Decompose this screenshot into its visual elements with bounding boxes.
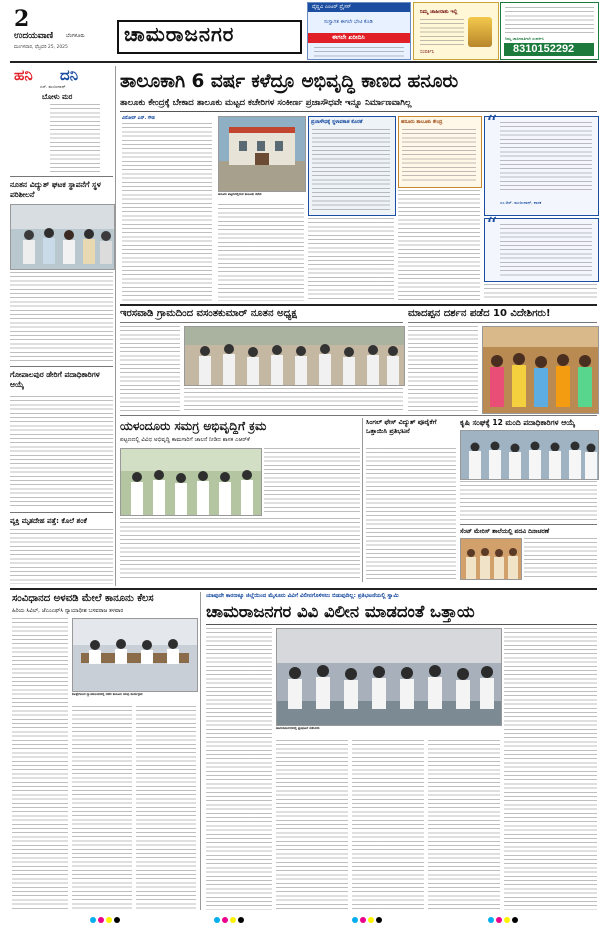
left-column (10, 66, 113, 586)
lead-side-box-title: ಹನೂರು ತಾಲೂಕು ಕೇಂದ್ರ (401, 119, 443, 125)
bottom-left-col2 (72, 706, 132, 910)
story3-headline: ವ್ಯಕ್ತಿ ಮೃತದೇಹ ಪತ್ತೆ: ಕೊಲೆ ಶಂಕೆ (10, 517, 87, 525)
lead-byline: ವಿನೋದ್ ಎನ್. ಗೌಡ (122, 116, 155, 121)
middle-story6-body (524, 538, 597, 580)
page-number: 2 (14, 6, 30, 32)
middle-story1-photo-svg (185, 327, 404, 385)
middle-story2-col1 (408, 326, 478, 412)
middle-vertical-rule (362, 418, 363, 582)
middle-headline-6: ಸೆಂಟ್ ಮೇರಿಸ್ ಶಾಲೆಯಲ್ಲಿ ಪದವಿ ದಿನಾಚರಣೆ (460, 528, 550, 535)
lead-photo-svg (219, 117, 305, 191)
reg-dot-magenta-4 (496, 917, 502, 923)
ad1-line2: ಸುಸ್ವಾಗತ ಈಗಲೇ ಭೇಟಿ ಕೊಡಿ (324, 19, 373, 25)
reg-dot-yellow-4 (504, 917, 510, 923)
middle-story4-body (366, 448, 456, 580)
lead-body-col4 (398, 190, 480, 301)
bottom-main-headline: ಚಾಮರಾಜನಗರ ವಿವಿ ವಿಲೀನ ಮಾಡದಂತೆ ಒತ್ತಾಯ (206, 602, 475, 621)
lead-box-title: ಪ್ರಜಾಸೌಧಕ್ಕೆ ಸ್ಥಳಾವಕಾಶ ಕೊರತೆ (311, 119, 363, 125)
lead-body-col2 (218, 204, 304, 301)
reg-dot-black-3 (376, 917, 382, 923)
lead-body-col1 (122, 123, 212, 301)
edition-label: ಬೆಂಗಳೂರು (66, 33, 85, 39)
masthead (0, 0, 600, 62)
reg-dot-black-2 (238, 917, 244, 923)
bottom-main-photo-svg (277, 629, 501, 725)
left-rule-2 (10, 366, 113, 367)
ad-contact (500, 2, 599, 60)
middle-story5-photo-svg (461, 431, 598, 479)
reg-dot-yellow-2 (230, 917, 236, 923)
story2-body (10, 396, 113, 508)
middle-story5-photo (460, 430, 599, 480)
bottom-main-rule (206, 624, 597, 625)
ad3-line1: ನಿಮ್ಮ ಜಾಹೀರಾತಿಗಾಗಿ ಸಂಪರ್ಕಿಸಿ (505, 36, 544, 41)
middle-story6-photo-svg (461, 539, 521, 579)
lead-body-col3 (308, 218, 394, 301)
lead-body-col5 (484, 284, 597, 301)
reg-dot-cyan-1 (90, 917, 96, 923)
reg-dot-black-4 (512, 917, 518, 923)
brand-byline: ಎಸ್. ಮಂಜುನಾಥ್ (40, 84, 66, 89)
reg-dot-cyan-4 (488, 917, 494, 923)
ad-vaishnavi (307, 2, 411, 60)
registration-marks (0, 914, 600, 926)
middle-story1-photo (184, 326, 405, 386)
left-rule-1 (10, 176, 113, 177)
lead-quote-author: ಎಂ.ಆರ್. ಮಂಜುನಾಥ್, ಶಾಸಕ (500, 200, 542, 205)
paper-name: ಉದಯವಾಣಿ (14, 31, 54, 41)
quote-mark-icon-2: “ (486, 214, 498, 239)
left-rule-3 (10, 512, 113, 513)
middle-headline-2: ಮಾದಪ್ಪನ ದರ್ಶನ ಪಡೆದ 10 ವಿದೇಶಿಗರು! (408, 308, 551, 319)
reg-dot-magenta-2 (222, 917, 228, 923)
ad3-phone: 8310152292 (513, 43, 575, 55)
lead-bottom-rule (120, 304, 597, 306)
lead-quote-body (500, 122, 592, 192)
bottom-main-col4 (428, 740, 500, 910)
middle-rule-3 (120, 415, 597, 416)
lead-photo (218, 116, 306, 192)
bottom-section-rule (10, 588, 597, 590)
middle-headline-1: ಇರಸವಾಡಿ ಗ್ರಾಮದಿಂದ ವಸಂತಕುಮಾರ್ ನೂತನ ಅಧ್ಯಕ್ಷ (120, 308, 297, 319)
ad3-body (505, 7, 594, 35)
reg-dot-cyan-3 (352, 917, 358, 923)
middle-rule-2 (408, 322, 597, 323)
section-title: ಚಾಮರಾಜನಗರ (124, 22, 235, 46)
story1-body (10, 272, 113, 362)
bottom-left-col3 (136, 706, 196, 910)
lead-photo-caption: ಹನೂರು ಪಟ್ಟಣದಲ್ಲಿರುವ ತಾಲೂಕು ಕಚೇರಿ (218, 192, 262, 196)
middle-story3-col1 (264, 448, 360, 514)
poem-title: ಬೋಳು ಮರ (42, 93, 73, 101)
story1-headline: ನೂತನ ವಿದ್ಯುತ್ ಘಟಕ ಸ್ಥಾಪನೆಗೆ ಸ್ಥಳ ಪರಿಶೀಲನೆ (10, 180, 101, 199)
ad1-line1: ವೈಷ್ಣವಿ ಎಂಟರ್ ಪ್ರೈಸಸ್ (312, 4, 352, 10)
story2-headline: ಗೋಪಾಲಪುರ ಡೇರಿಗೆ ಪದಾಧಿಕಾರಿಗಳ ಆಯ್ಕೆ (10, 370, 100, 389)
bottom-main-photo (276, 628, 502, 726)
reg-dot-magenta-1 (98, 917, 104, 923)
lead-quote2-body (500, 224, 592, 276)
bottom-vertical-rule (200, 592, 201, 910)
lead-side-box-body (402, 129, 476, 183)
bottom-main-photo-caption: ಚಾಮರಾಜನಗರದಲ್ಲಿ ಪ್ರತಿಭಟನೆ ನಡೆಸಿದರು (276, 726, 320, 730)
middle-rule-1 (120, 322, 403, 323)
ad2-line2: ಸಂಪರ್ಕಿಸಿ (420, 50, 435, 55)
middle-story2-photo (482, 326, 599, 414)
middle-subheadline-3: ಪಟ್ಟಣದಲ್ಲಿ ವಿವಿಧ ಅಭಿವೃದ್ಧಿ ಕಾಮಗಾರಿಗೆ ಚಾಲನೆ ನೀಡಿದ ಶಾಸಕ ಎಆರ್‌ಕೆ (120, 437, 250, 443)
reg-dot-yellow-3 (368, 917, 374, 923)
bottom-main-col2 (276, 740, 348, 910)
ad2-product-image (468, 17, 492, 47)
quote-mark-icon: “ (486, 112, 498, 137)
bottom-left-photo-svg (73, 619, 197, 691)
lead-box-body (312, 129, 390, 211)
lead-subhead-rule (120, 111, 597, 112)
date-line: ಮಂಗಳವಾರ, ಫೆಬ್ರವರಿ 25, 2025 (14, 45, 68, 50)
bottom-left-headline: ಸಂವಿಧಾನದ ಅಳವಡಿ ಮೇಲೆ ಕಾನೂನು ಕೆಲಸ (12, 593, 154, 604)
middle-story1-col1 (120, 326, 180, 412)
lead-subheadline: ತಾಲೂಕು ಕೇಂದ್ರಕ್ಕೆ ಬೇಕಾದ ತಾಲೂಕು ಮಟ್ಟದ ಕಚೇರಿಗಳ ಸಂಕೀರ್ಣ ಪ್ರಜಾಸೌಧವೇ ಇನ್ನೂ ನಿರ್ಮಾಣವಾಗಿಲ್ಲ (120, 98, 412, 108)
ad1-small-text (314, 47, 404, 57)
masthead-rule (10, 61, 597, 63)
middle-story6-photo (460, 538, 522, 580)
middle-story1-col2 (184, 388, 403, 412)
bottom-main-col3 (352, 740, 424, 910)
middle-story3-photo (120, 448, 262, 516)
middle-rule-4 (460, 524, 597, 525)
poem-body (50, 104, 100, 172)
bottom-kicker: ಯಾವುದೇ ಕಾರಣಕ್ಕೂ ಜಿಲ್ಲೆಯಿಂದ ಮೈಸೂರು ವಿವಿಗೆ ವಿಲೀನಗೊಳಿಸಲು ಬಿಡುವುದಿಲ್ಲ: ಪ್ರತಿಭಟನೆಯಲ್ಲಿ ಸ್ವಾಮಿ (206, 593, 399, 599)
middle-headline-3: ಯಳಂದೂರು ಸಮಗ್ರ ಅಭಿವೃದ್ಧಿಗೆ ಕ್ರಮ (120, 419, 267, 433)
ad1-line3: ಈಗಲೇ ಖರೀದಿಸಿ (332, 34, 365, 41)
middle-headline-4: ಸಿಂಗಲ್ ಫೇಸ್ ವಿದ್ಯುತ್ ಪೂರೈಕೆಗೆ ಒತ್ತಾಯಿಸಿ ಪ್ರತಿಭಟನೆ (366, 418, 437, 435)
brand-hani: ಹನಿ (14, 66, 33, 84)
reg-dot-black-1 (114, 917, 120, 923)
bottom-left-photo (72, 618, 198, 692)
left-column-divider (115, 66, 116, 586)
story1-photo (10, 204, 115, 270)
lead-headline: ತಾಲೂಕಾಗಿ 6 ವರ್ಷ ಕಳೆದ್ರೂ ಅಭಿವೃದ್ಧಿ ಕಾಣದ ಹನೂರು (120, 71, 459, 92)
bottom-left-subheadline: ಹಿರಿಯ ಸಿವಿಲ್, ಜೆಎಂಎಫ್‌ಸಿ ನ್ಯಾಯಾಧೀಶ ಬಸವರಾಜ ತಳವಾರ (12, 608, 124, 614)
bottom-main-col1 (206, 628, 272, 910)
reg-dot-magenta-3 (360, 917, 366, 923)
story3-body (10, 529, 113, 584)
middle-story2-photo-svg (483, 327, 598, 413)
bottom-left-col1 (12, 618, 68, 910)
middle-story5-body (460, 481, 597, 521)
bottom-main-col5 (504, 628, 597, 910)
ad-middle (413, 2, 499, 60)
bottom-left-photo-caption: ಕೊಳ್ಳೇಗಾಲದ ನ್ಯಾಯಾಲಯದಲ್ಲಿ ನಡೆದ ಕಾನೂನು ಅರಿವು ಕಾರ್ಯಕ್ರಮ (72, 692, 143, 696)
middle-headline-5: ಕೃಷಿ ಸಂಘಕ್ಕೆ 12 ಮಂದಿ ಪದಾಧಿಕಾರಿಗಳ ಆಯ್ಕೆ (460, 418, 576, 427)
story1-photo-svg (11, 205, 114, 269)
reg-dot-yellow-1 (106, 917, 112, 923)
middle-story3-col2 (120, 518, 360, 580)
middle-story3-photo-svg (121, 449, 261, 515)
ad2-body (420, 19, 464, 45)
reg-dot-cyan-2 (214, 917, 220, 923)
ad2-line1: ನಿಮ್ಮ ಜಾಹೀರಾತು ಇಲ್ಲಿ (420, 9, 458, 15)
brand-dani: ದನಿ (60, 66, 79, 84)
